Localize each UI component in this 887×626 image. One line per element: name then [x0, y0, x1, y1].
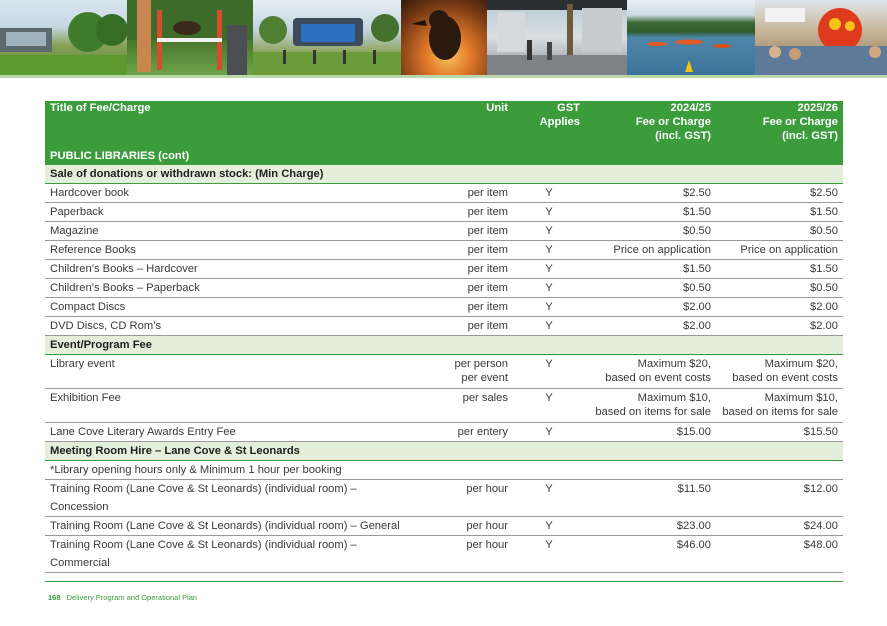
fee-title: Compact Discs [45, 298, 420, 317]
fee-title: Magazine [45, 222, 420, 241]
fee-unit: per hour [420, 536, 513, 573]
fee-gst: Y [513, 222, 585, 241]
fee-title: Reference Books [45, 241, 420, 260]
meeting-note-row [45, 461, 843, 480]
dog-agility-photo [127, 0, 253, 75]
fee-title: Training Room (Lane Cove & St Leonards) (individual room) – Commercial [45, 536, 420, 573]
table-row [45, 279, 843, 298]
fee-2025: Maximum $20, based on event costs [716, 355, 843, 389]
fee-2025: Price on application [716, 241, 843, 260]
page-footer [48, 593, 197, 602]
fees-table [45, 101, 843, 573]
table-row [45, 203, 843, 222]
table-row [45, 536, 843, 573]
table-header-row [45, 101, 843, 147]
fee-title: Lane Cove Literary Awards Entry Fee [45, 423, 420, 442]
fee-2025: $1.50 [716, 203, 843, 222]
fee-2024: $2.00 [585, 298, 716, 317]
fee-gst: Y [513, 279, 585, 298]
fee-gst: Y [513, 241, 585, 260]
fee-2024: $0.50 [585, 279, 716, 298]
fee-2024: $2.50 [585, 184, 716, 203]
fee-unit: per item [420, 317, 513, 336]
fee-title: Children’s Books – Hardcover [45, 260, 420, 279]
fee-unit: per item [420, 260, 513, 279]
fee-gst: Y [513, 536, 585, 573]
fee-2024: $15.00 [585, 423, 716, 442]
subsection-title: Event/Program Fee [45, 336, 843, 355]
fee-2024: Maximum $10, based on items for sale [585, 389, 716, 423]
fee-title: Training Room (Lane Cove & St Leonards) (individual room) – General [45, 517, 420, 536]
fee-unit: per person per event [420, 355, 513, 389]
fee-title: DVD Discs, CD Rom’s [45, 317, 420, 336]
fee-2024: Price on application [585, 241, 716, 260]
subsection-row-event [45, 336, 843, 355]
fee-gst: Y [513, 480, 585, 517]
fee-unit: per hour [420, 480, 513, 517]
fee-gst: Y [513, 355, 585, 389]
subsection-title: Meeting Room Hire – Lane Cove & St Leonards [45, 442, 843, 461]
kookaburra-sunset-photo [401, 0, 487, 75]
fee-gst: Y [513, 203, 585, 222]
fee-title: Training Room (Lane Cove & St Leonards) (individual room) – Concession [45, 480, 420, 517]
page-number: 168 [48, 593, 61, 602]
fee-gst: Y [513, 389, 585, 423]
fee-gst: Y [513, 184, 585, 203]
header-fee-2025: 2025/26 Fee or Charge (incl. GST) [716, 101, 843, 147]
header-unit: Unit [420, 101, 513, 147]
fee-unit: per item [420, 298, 513, 317]
header-fee-2024: 2024/25 Fee or Charge (incl. GST) [585, 101, 716, 147]
fee-unit: per item [420, 184, 513, 203]
fee-2025: $2.00 [716, 298, 843, 317]
fee-unit: per sales [420, 389, 513, 423]
table-row [45, 184, 843, 203]
fee-2024: $1.50 [585, 260, 716, 279]
fee-unit: per hour [420, 517, 513, 536]
community-centre-photo [0, 0, 127, 75]
banner-base-strip [0, 75, 887, 78]
header-gst: GST Applies [513, 101, 585, 147]
fee-title: Library event [45, 355, 420, 389]
fee-2025: $0.50 [716, 222, 843, 241]
fee-unit: per item [420, 222, 513, 241]
fee-2025: $2.00 [716, 317, 843, 336]
fee-title: Exhibition Fee [45, 389, 420, 423]
fee-unit: per item [420, 203, 513, 222]
fee-gst: Y [513, 423, 585, 442]
fee-2024: $1.50 [585, 203, 716, 222]
subsection-row-sale [45, 165, 843, 184]
fee-2025: $1.50 [716, 260, 843, 279]
fee-unit: per item [420, 241, 513, 260]
fee-title: Hardcover book [45, 184, 420, 203]
fee-unit: per entery [420, 423, 513, 442]
table-row [45, 298, 843, 317]
fee-2025: $12.00 [716, 480, 843, 517]
river-kayaking-photo [627, 0, 755, 75]
header-title: Title of Fee/Charge [45, 101, 420, 147]
fee-2024: $2.00 [585, 317, 716, 336]
fee-2025: $15.50 [716, 423, 843, 442]
table-row [45, 389, 843, 423]
fee-gst: Y [513, 260, 585, 279]
table-row [45, 423, 843, 442]
lion-dance-festival-photo [755, 0, 887, 75]
fee-2025: Maximum $10, based on items for sale [716, 389, 843, 423]
fee-unit: per item [420, 279, 513, 298]
footer-divider [45, 581, 843, 582]
document-title: Delivery Program and Operational Plan [66, 593, 198, 602]
subsection-title: Sale of donations or withdrawn stock: (Min Charge) [45, 165, 843, 184]
table-row [45, 517, 843, 536]
fee-2024: $11.50 [585, 480, 716, 517]
fee-2024: $23.00 [585, 517, 716, 536]
fee-gst: Y [513, 317, 585, 336]
fee-gst: Y [513, 517, 585, 536]
table-row [45, 260, 843, 279]
section-row-public-libraries [45, 147, 843, 165]
fee-title: Children’s Books – Paperback [45, 279, 420, 298]
fee-2024: Maximum $20, based on event costs [585, 355, 716, 389]
fee-2025: $48.00 [716, 536, 843, 573]
fee-title: Paperback [45, 203, 420, 222]
fee-2025: $0.50 [716, 279, 843, 298]
fee-2024: $0.50 [585, 222, 716, 241]
section-title: PUBLIC LIBRARIES (cont) [45, 147, 843, 165]
fee-gst: Y [513, 298, 585, 317]
village-street-photo [487, 0, 627, 75]
fee-2025: $24.00 [716, 517, 843, 536]
table-row [45, 222, 843, 241]
table-row [45, 241, 843, 260]
table-row [45, 355, 843, 389]
fee-2025: $2.50 [716, 184, 843, 203]
fee-2024: $46.00 [585, 536, 716, 573]
meeting-note: *Library opening hours only & Minimum 1 hour per booking [45, 461, 843, 480]
outdoor-fitness-photo [253, 0, 401, 75]
header-photo-banner [0, 0, 887, 75]
table-row [45, 480, 843, 517]
table-row [45, 317, 843, 336]
subsection-row-meeting [45, 442, 843, 461]
